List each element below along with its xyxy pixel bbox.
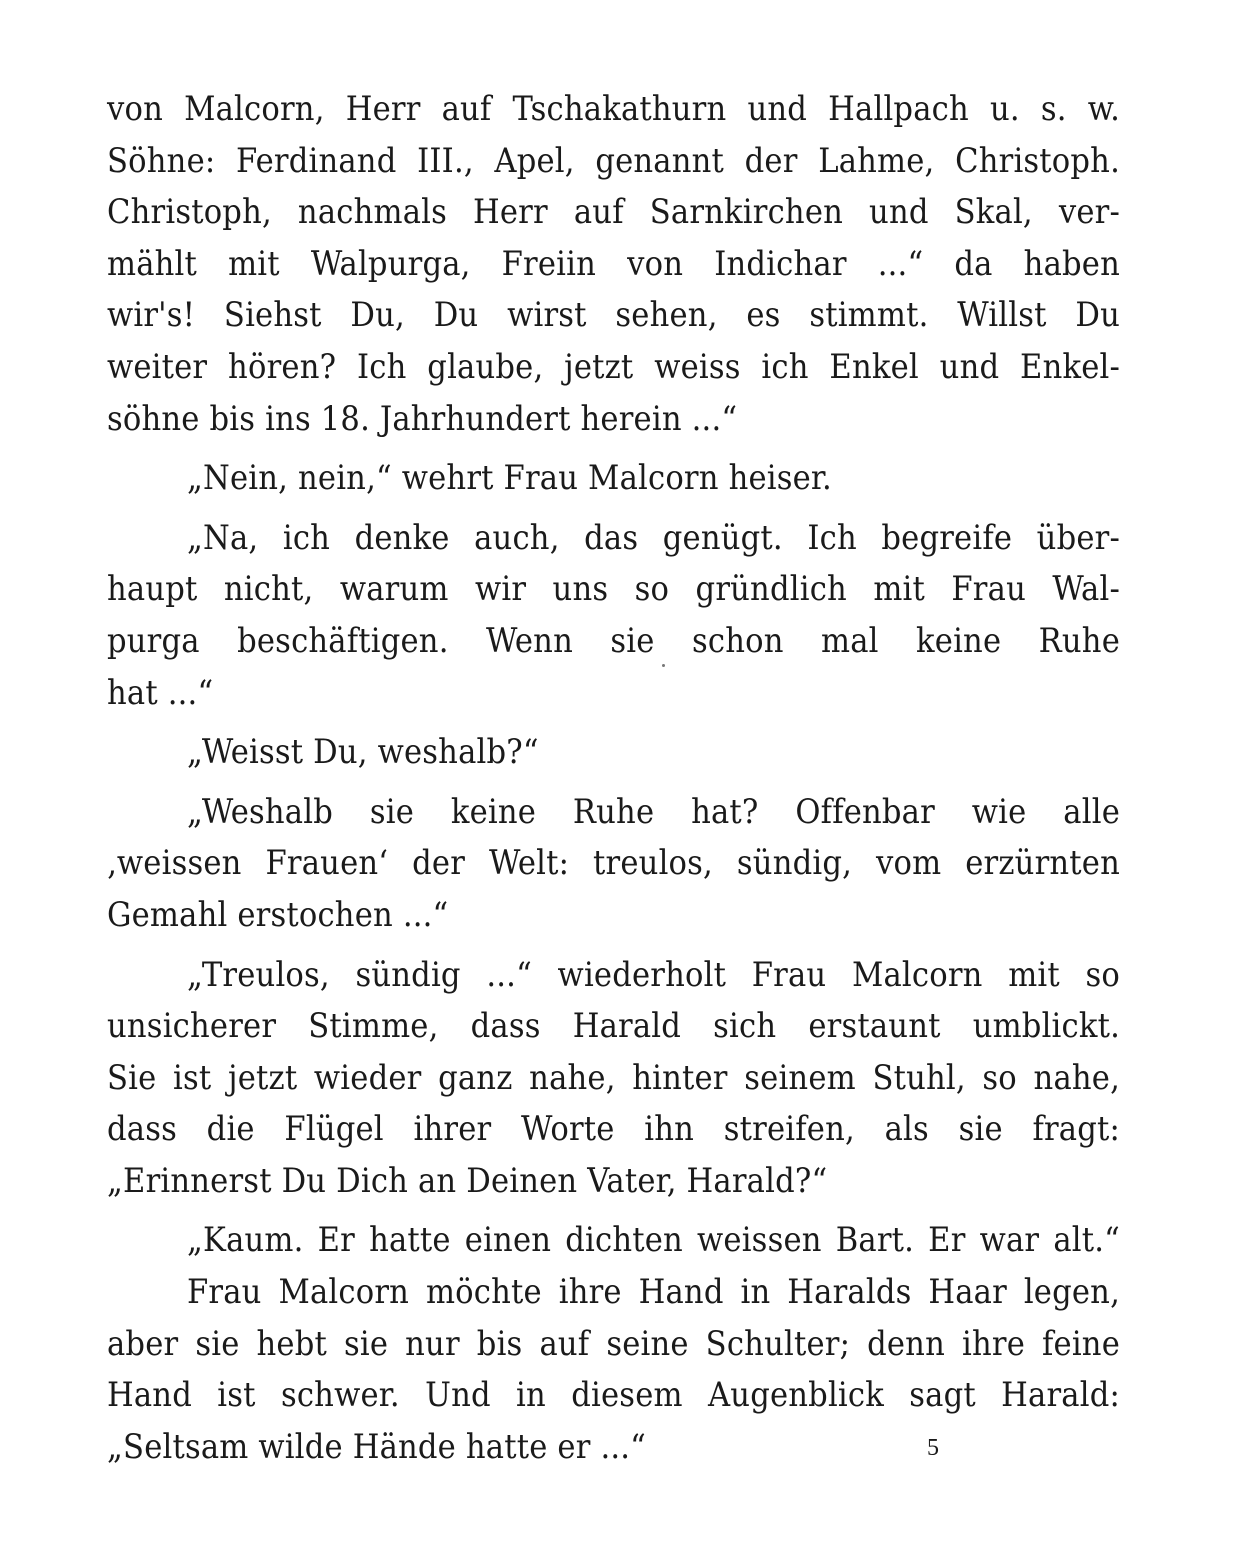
text-line: weiter hören? Ich glaube, jetzt weiss ich Enkel und Enkel- (107, 346, 1120, 387)
text-line: „Weshalb sie keine Ruhe hat? Offenbar wie alle (187, 791, 1120, 832)
text-line: Christoph, nachmals Herr auf Sarnkirchen und Skal, ver- (107, 192, 1120, 233)
text-line: „Seltsam wilde Hände hatte er ...“ (107, 1426, 647, 1467)
paragraph (107, 453, 1120, 505)
text-line: söhne bis ins 18. Jahrhundert herein ...“ (107, 398, 738, 439)
text-line: wir's! Siehst Du, Du wirst sehen, es stimmt. Willst Du (107, 295, 1120, 336)
paragraph (107, 950, 1120, 1208)
text-line: „Nein, nein,“ wehrt Frau Malcorn heiser. (187, 458, 832, 499)
text-line: „Kaum. Er hatte einen dichten weissen Bart. Er war alt.“ (187, 1220, 1120, 1261)
text-line: Frau Malcorn möchte ihre Hand in Haralds Haar legen, (187, 1272, 1120, 1313)
text-line: unsicherer Stimme, dass Harald sich erstaunt umblickt. (107, 1006, 1120, 1047)
text-line: purga beschäftigen. Wenn sie schon mal keine Ruhe (107, 620, 1120, 661)
text-line: Hand ist schwer. Und in diesem Augenblick sagt Harald: (107, 1375, 1120, 1416)
page-body (107, 84, 1120, 1473)
text-line: hat ...“ (107, 672, 214, 713)
text-line: Gemahl erstochen ...“ (107, 894, 449, 935)
paragraph (107, 787, 1120, 942)
paragraph (107, 727, 1120, 779)
print-speck (662, 664, 665, 667)
page-number: 5 (927, 1435, 939, 1461)
paragraph (107, 1267, 1120, 1473)
text-line: Söhne: Ferdinand III., Apel, genannt der Lahme, Christoph. (107, 140, 1120, 181)
text-line: „Erinnerst Du Dich an Deinen Vater, Harald?“ (107, 1160, 828, 1201)
paragraph (107, 513, 1120, 719)
text-line: ‚weissen Frauen‘ der Welt: treulos, sündig, vom erzürnten (107, 843, 1120, 884)
text-line: „Treulos, sündig ...“ wiederholt Frau Malcorn mit so (187, 954, 1120, 995)
text-line: mählt mit Walpurga, Freiin von Indichar ...“ da haben (107, 243, 1120, 284)
text-line: „Weisst Du, weshalb?“ (187, 732, 539, 773)
text-line: Sie ist jetzt wieder ganz nahe, hinter seinem Stuhl, so nahe, (107, 1057, 1120, 1098)
text-line: „Na, ich denke auch, das genügt. Ich begreife über- (187, 517, 1120, 558)
text-line: aber sie hebt sie nur bis auf seine Schulter; denn ihre feine (107, 1323, 1120, 1364)
text-line: von Malcorn, Herr auf Tschakathurn und Hallpach u. s. w. (107, 89, 1120, 129)
text-line: dass die Flügel ihrer Worte ihn streifen, als sie fragt: (107, 1109, 1120, 1150)
text-line: haupt nicht, warum wir uns so gründlich mit Frau Wal- (107, 569, 1120, 610)
paragraph (107, 84, 1120, 445)
paragraph (107, 1215, 1120, 1267)
